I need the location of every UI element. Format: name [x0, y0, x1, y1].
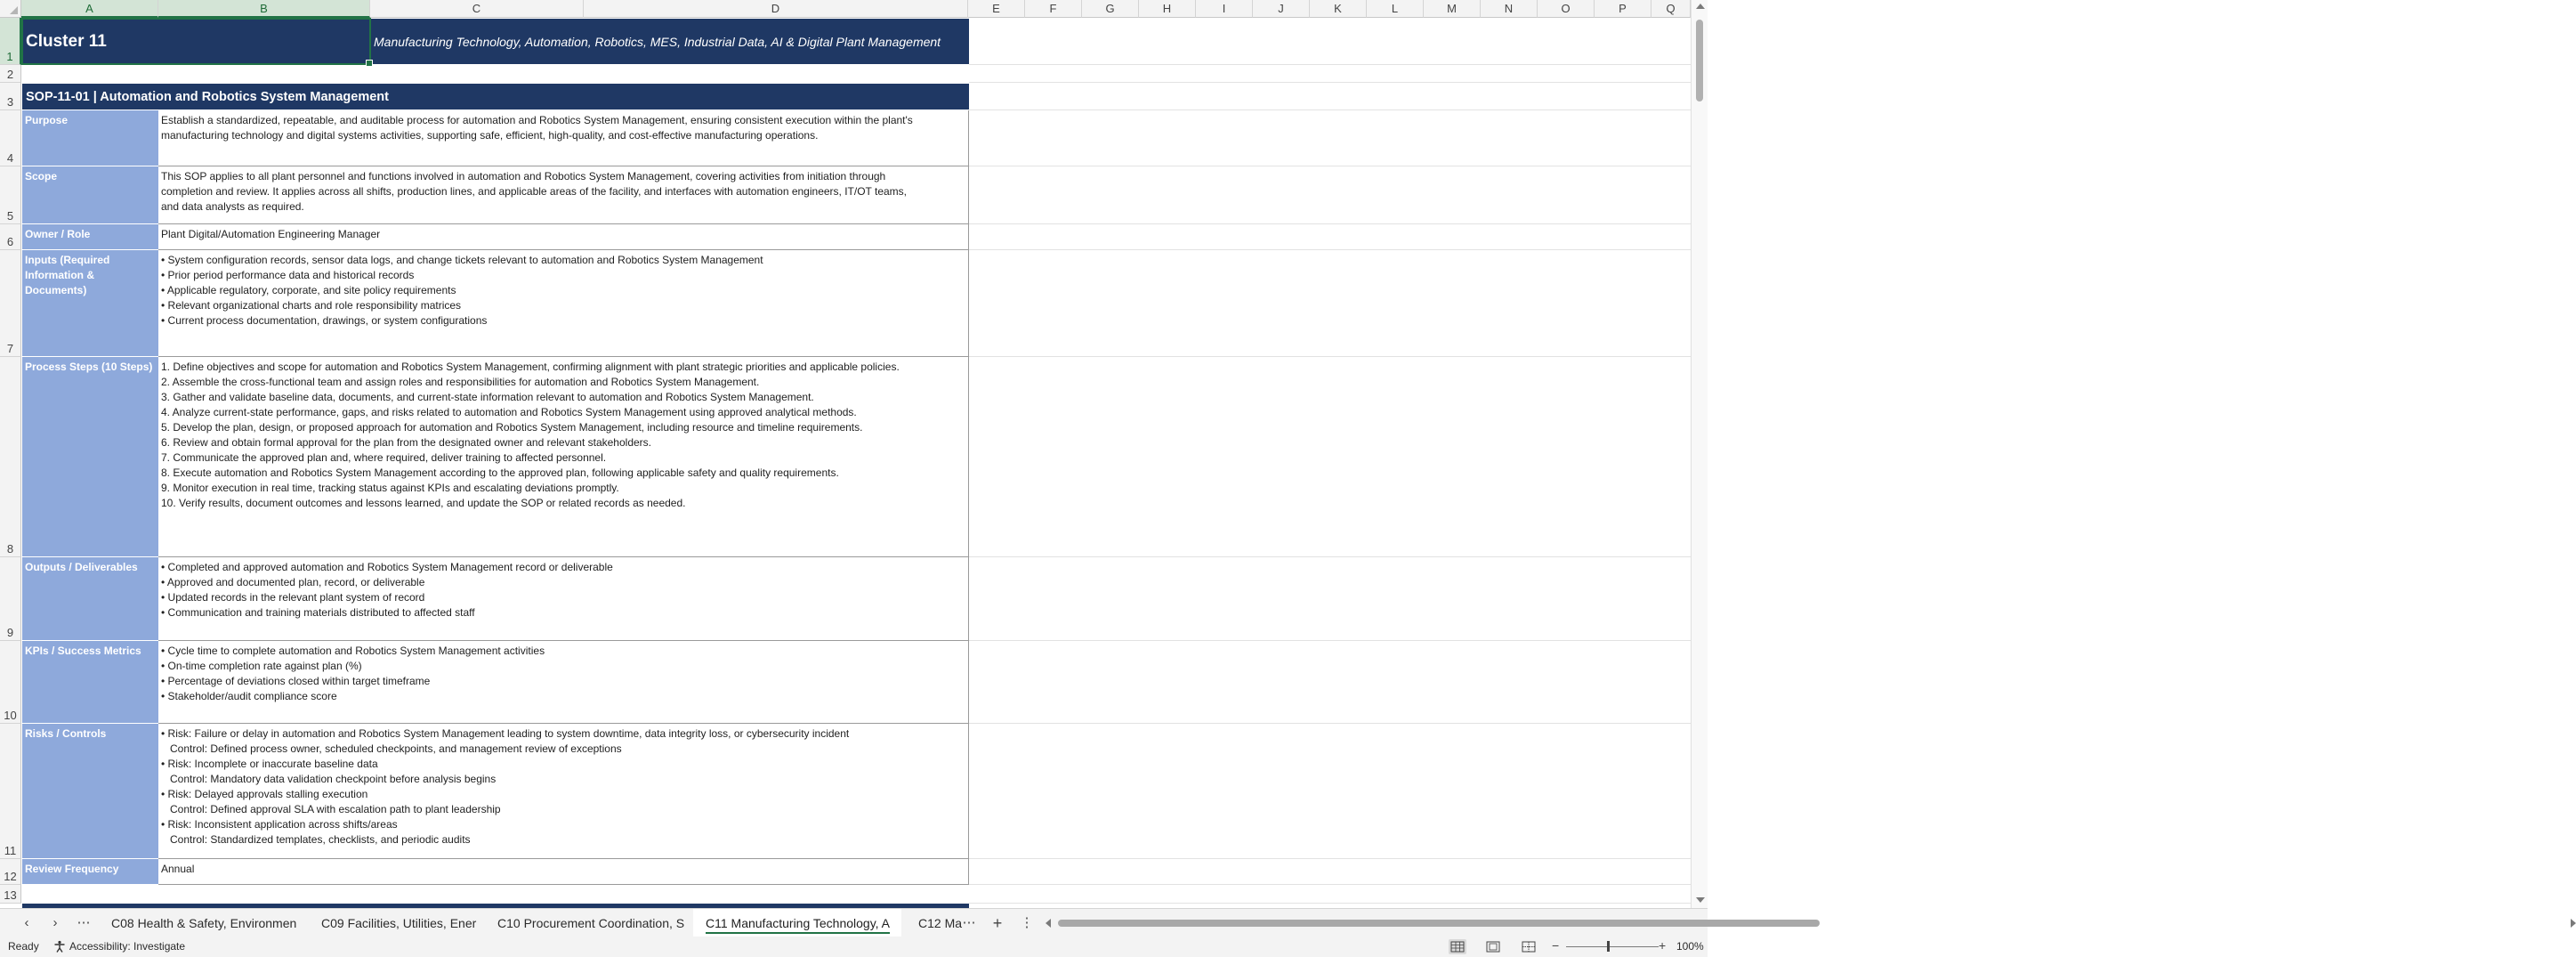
section-label[interactable]: Review Frequency [22, 859, 158, 885]
gridline [969, 723, 1691, 724]
column-header-n[interactable]: N [1481, 0, 1538, 18]
page-break-preview-icon[interactable] [1520, 939, 1538, 954]
row-header-6[interactable]: 6 [0, 224, 21, 250]
gridline [969, 556, 1691, 557]
row-header-10[interactable]: 10 [0, 641, 21, 724]
horizontal-scroll-thumb[interactable] [1058, 920, 1820, 927]
status-bar [0, 937, 1708, 957]
section-label[interactable]: Scope [22, 166, 158, 224]
gridline [969, 109, 1691, 110]
gridline [969, 82, 1691, 83]
section-value[interactable]: Annual [158, 859, 969, 885]
sheet-tab[interactable] [99, 909, 307, 937]
sheet-tab-label: C11 Manufacturing Technology, A [706, 916, 890, 934]
sheet-overflow-icon[interactable]: ⋯ [962, 915, 976, 930]
normal-view-icon[interactable] [1449, 939, 1466, 954]
sheet-tab[interactable] [485, 909, 691, 937]
select-all-corner[interactable] [0, 0, 21, 18]
zoom-level[interactable]: 100% [1676, 940, 1704, 953]
section-label[interactable]: Outputs / Deliverables [22, 557, 158, 641]
column-header-l[interactable]: L [1367, 0, 1424, 18]
section-value[interactable]: This SOP applies to all plant personnel and functions involved in automation and Robotics System Management, covering activities from initiation through completion and review. It applies across all shifts, production lines, and applicable areas of the facility, and interfaces with automation engineers, IT/OT teams, and data analysts as required. [158, 166, 969, 224]
sheet-tab[interactable] [693, 909, 901, 937]
gridline [969, 858, 1691, 859]
column-header-d[interactable]: D [584, 0, 968, 18]
more-sheets-icon[interactable]: ⋯ [77, 915, 91, 930]
row-header-7[interactable]: 7 [0, 250, 21, 357]
sheet-tab-bar [0, 908, 1708, 937]
accessibility-status[interactable] [53, 940, 185, 953]
column-header-m[interactable]: M [1424, 0, 1481, 18]
section-value[interactable]: • Cycle time to complete automation and Robotics System Management activities • On-time completion rate against plan (%) • Percentage of deviations closed within target timeframe • Stakeholder/audit compliance score [158, 641, 969, 724]
gridline [969, 64, 1691, 65]
row-header-3[interactable]: 3 [0, 83, 21, 110]
row-header-2[interactable]: 2 [0, 65, 21, 83]
sheet-tab-label: C12 Ma [918, 916, 963, 930]
prev-sheet-icon[interactable]: ‹ [24, 915, 29, 930]
scroll-left-arrow-icon[interactable] [1046, 919, 1051, 928]
status-ready-text: Ready [8, 940, 39, 953]
sheet-tab[interactable] [309, 909, 483, 937]
zoom-slider-knob[interactable] [1607, 941, 1610, 952]
column-header-q[interactable]: Q [1651, 0, 1691, 18]
row-header-1[interactable]: 1 [0, 18, 21, 65]
row-header-5[interactable]: 5 [0, 166, 21, 224]
scroll-down-arrow-icon[interactable] [1696, 897, 1705, 903]
row-header-8[interactable]: 8 [0, 357, 21, 557]
sheet-options-icon[interactable]: ⋮ [1020, 915, 1034, 930]
row-header-12[interactable]: 12 [0, 859, 21, 885]
sheet-tab-label: C10 Procurement Coordination, S [497, 916, 685, 930]
section-value[interactable]: 1. Define objectives and scope for automation and Robotics System Management, confirming alignment with plant strategic priorities and applicable policies. 2. Assemble the cross-functional team and assign roles and responsibilities for automation and Robotics System Management. 3. Gather and validate baseline data, documents, and current-state information relevant to automation and Robotics System Management. 4. Analyze current-state performance, gaps, and risks related to automation and Robotics System Management using approved analytical methods. 5. Develop the plan, design, or proposed approach for automation and Robotics System Management, including resource and timeline requirements. 6. Review and obtain formal approval for the plan from the designated owner and relevant stakeholders. 7. Communicate the approved plan and, where required, deliver training to affected personnel. 8. Execute automation and Robotics System Management according to the approved plan, following applicable safety and quality requirements. 9. Monitor execution in real time, tracking status against KPIs and escalating deviations promptly. 10. Verify results, document outcomes and lessons learned, and update the SOP or related records as needed. [158, 357, 969, 557]
section-value[interactable]: Plant Digital/Automation Engineering Manager [158, 224, 969, 250]
column-header-a[interactable]: A [21, 0, 158, 18]
row-header-11[interactable]: 11 [0, 724, 21, 859]
column-header-e[interactable]: E [968, 0, 1025, 18]
column-header-k[interactable]: K [1310, 0, 1367, 18]
sheet-tab-label: C08 Health & Safety, Environmen [111, 916, 297, 930]
gridline [969, 223, 1691, 224]
sheet-tab-label: C09 Facilities, Utilities, Ener [321, 916, 477, 930]
cluster-subtitle[interactable]: Manufacturing Technology, Automation, Robotics, MES, Industrial Data, AI & Digital Plant Management [370, 19, 969, 64]
vertical-scroll-thumb[interactable] [1696, 20, 1703, 101]
column-header-p[interactable]: P [1595, 0, 1651, 18]
section-label[interactable]: Owner / Role [22, 224, 158, 250]
column-header-g[interactable]: G [1082, 0, 1139, 18]
gridline [969, 249, 1691, 250]
section-value[interactable]: • Completed and approved automation and Robotics System Management record or deliverable • Approved and documented plan, record, or deliverable • Updated records in the relevant plant system of record • Communication and training materials distributed to affected staff [158, 557, 969, 641]
add-sheet-icon[interactable]: + [992, 914, 1003, 932]
sheet-tab[interactable] [906, 909, 963, 937]
accessibility-icon [53, 940, 66, 953]
column-header-o[interactable]: O [1538, 0, 1595, 18]
section-value[interactable]: • System configuration records, sensor data logs, and change tickets relevant to automation and Robotics System Management • Prior period performance data and historical records • Applicable regulatory, corporate, and site policy requirements • Relevant organizational charts and role responsibility matrices • Current process documentation, drawings, or system configurations [158, 250, 969, 357]
row-header-9[interactable]: 9 [0, 557, 21, 641]
section-label[interactable]: KPIs / Success Metrics [22, 641, 158, 724]
gridline [969, 884, 1691, 885]
column-header-c[interactable]: C [370, 0, 584, 18]
accessibility-label: Accessibility: Investigate [69, 940, 186, 953]
page-layout-view-icon[interactable] [1484, 939, 1502, 954]
section-value[interactable]: Establish a standardized, repeatable, and auditable process for automation and Robotics System Management, ensuring consistent execution within the plant's manufacturing technology and digital systems activities, supporting safe, efficient, high-quality, and cost-effective manufacturing operations. [158, 110, 969, 166]
row-header-4[interactable]: 4 [0, 110, 21, 166]
section-label[interactable]: Purpose [22, 110, 158, 166]
zoom-slider[interactable] [1566, 946, 1659, 947]
scroll-up-arrow-icon[interactable] [1696, 4, 1705, 9]
row-header-13[interactable]: 13 [0, 885, 21, 904]
gridline [969, 903, 1691, 904]
column-header-b[interactable]: B [158, 0, 370, 18]
gridline [969, 356, 1691, 357]
zoom-out-icon[interactable]: − [1552, 938, 1560, 953]
gridline [969, 640, 1691, 641]
scroll-right-arrow-icon[interactable] [2571, 919, 2576, 928]
column-header-h[interactable]: H [1139, 0, 1196, 18]
vertical-scrollbar[interactable] [1691, 0, 1708, 908]
section-label[interactable]: Inputs (Required Information & Documents) [22, 250, 158, 357]
section-label[interactable]: Risks / Controls [22, 724, 158, 859]
sop-title[interactable]: SOP-11-01 | Automation and Robotics System Management [22, 84, 969, 109]
zoom-in-icon[interactable]: + [1659, 938, 1667, 953]
column-header-j[interactable]: J [1253, 0, 1310, 18]
next-sheet-icon[interactable]: › [52, 915, 58, 930]
horizontal-scrollbar[interactable] [1046, 919, 1668, 928]
section-value[interactable]: • Risk: Failure or delay in automation and Robotics System Management leading to system downtime, data integrity loss, or cybersecurity incident Control: Defined process owner, scheduled checkpoints, and management review of exceptions • Risk: Incomplete or inaccurate baseline data Control: Mandatory data validation checkpoint before analysis begins • Risk: Delayed approvals stalling execution Control: Defined approval SLA with escalation path to plant leadership • Risk: Inconsistent application across shifts/areas Control: Standardized templates, checklists, and periodic audits [158, 724, 969, 859]
column-header-i[interactable]: I [1196, 0, 1253, 18]
cluster-title[interactable]: Cluster 11 [22, 19, 370, 64]
column-header-f[interactable]: F [1025, 0, 1082, 18]
section-label[interactable]: Process Steps (10 Steps) [22, 357, 158, 557]
